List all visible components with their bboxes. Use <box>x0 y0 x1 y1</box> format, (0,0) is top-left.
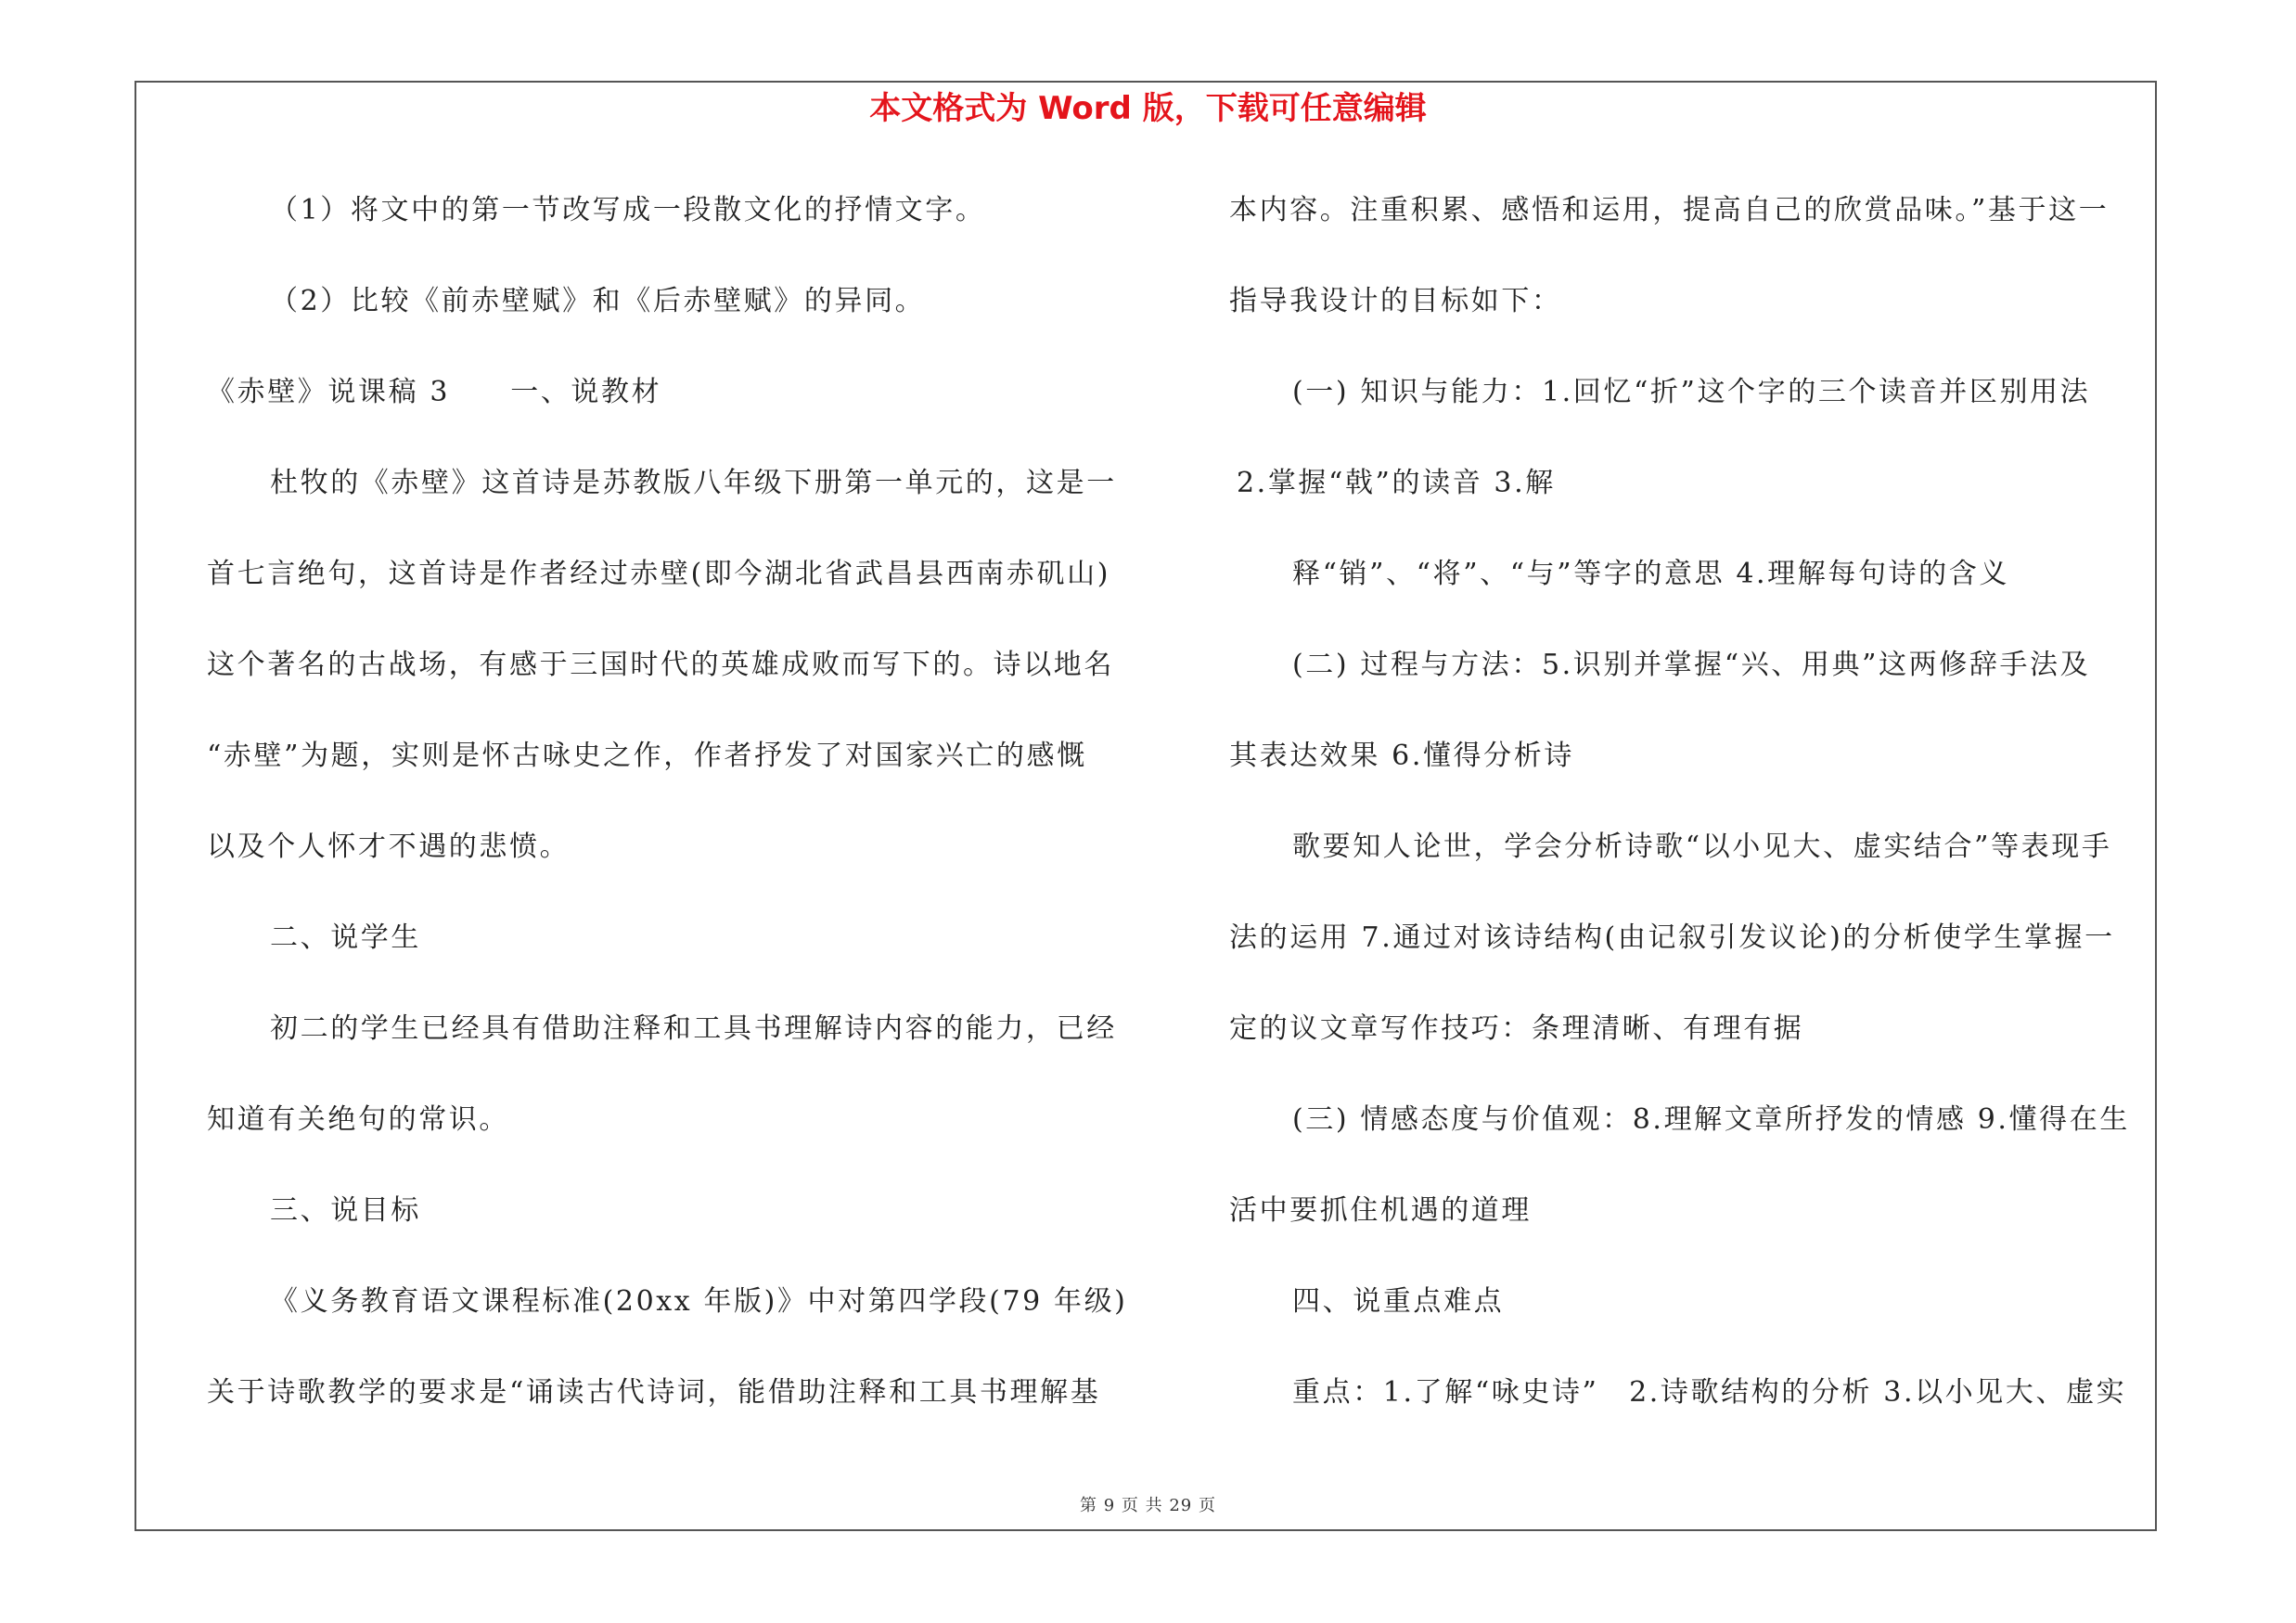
section-heading: 二、说学生 <box>270 921 421 954</box>
text-line: 释“销”、“将”、“与”等字的意思 4.理解每句诗的含义 <box>1292 558 2009 590</box>
text-line: “赤壁”为题，实则是怀古咏史之作，作者抒发了对国家兴亡的感慨 <box>207 740 1087 772</box>
text-line: 本内容。注重积累、感悟和运用，提高自己的欣赏品味。”基于这一 <box>1229 194 2110 226</box>
text-line: 其表达效果 6.懂得分析诗 <box>1229 740 1574 772</box>
text-line: 知道有关绝句的常识。 <box>207 1103 509 1136</box>
text-line: (二) 过程与方法：5.识别并掌握“兴、用典”这两修辞手法及 <box>1292 649 2091 681</box>
text-line: (一) 知识与能力：1.回忆“折”这个字的三个读音并区别用法 <box>1292 376 2091 408</box>
section-heading: 四、说重点难点 <box>1292 1285 1505 1318</box>
section-heading: 《赤壁》说课稿 3 一、说教材 <box>207 376 662 408</box>
text-line: 初二的学生已经具有借助注释和工具书理解诗内容的能力，已经 <box>270 1012 1117 1045</box>
text-line: （1）将文中的第一节改写成一段散文化的抒情文字。 <box>270 194 986 226</box>
text-line: 2.掌握“戟”的读音 3.解 <box>1237 467 1556 499</box>
text-line: 法的运用 7.通过对该诗结构(由记叙引发议论)的分析使学生掌握一 <box>1229 921 2115 954</box>
text-line: 首七言绝句，这首诗是作者经过赤壁(即今湖北省武昌县西南赤矶山) <box>207 558 1111 590</box>
text-line: 以及个人怀才不遇的悲愤。 <box>207 831 571 863</box>
text-line: 指导我设计的目标如下： <box>1229 285 1562 317</box>
text-line: 这个著名的古战场，有感于三国时代的英雄成败而写下的。诗以地名 <box>207 649 1114 681</box>
text-line: 杜牧的《赤壁》这首诗是苏教版八年级下册第一单元的，这是一 <box>270 467 1117 499</box>
text-line: 关于诗歌教学的要求是“诵读古代诗词，能借助注释和工具书理解基 <box>207 1376 1101 1409</box>
text-line: 《义务教育语文课程标准(20xx 年版)》中对第四学段(79 年级) <box>270 1285 1128 1318</box>
text-line: 定的议文章写作技巧：条理清晰、有理有据 <box>1229 1012 1804 1045</box>
text-line: （2）比较《前赤壁赋》和《后赤壁赋》的异同。 <box>270 285 926 317</box>
banner-notice: 本文格式为 Word 版，下载可任意编辑 <box>869 90 1427 127</box>
text-line: 活中要抓住机遇的道理 <box>1229 1194 1532 1227</box>
text-line: 重点：1.了解“咏史诗” 2.诗歌结构的分析 3.以小见大、虚实 <box>1292 1376 2127 1409</box>
page-number: 第 9 页 共 29 页 <box>1080 1496 1216 1515</box>
text-line: 歌要知人论世，学会分析诗歌“以小见大、虚实结合”等表现手 <box>1292 831 2112 863</box>
text-line: (三) 情感态度与价值观：8.理解文章所抒发的情感 9.懂得在生 <box>1292 1103 2130 1136</box>
section-heading: 三、说目标 <box>270 1194 421 1227</box>
